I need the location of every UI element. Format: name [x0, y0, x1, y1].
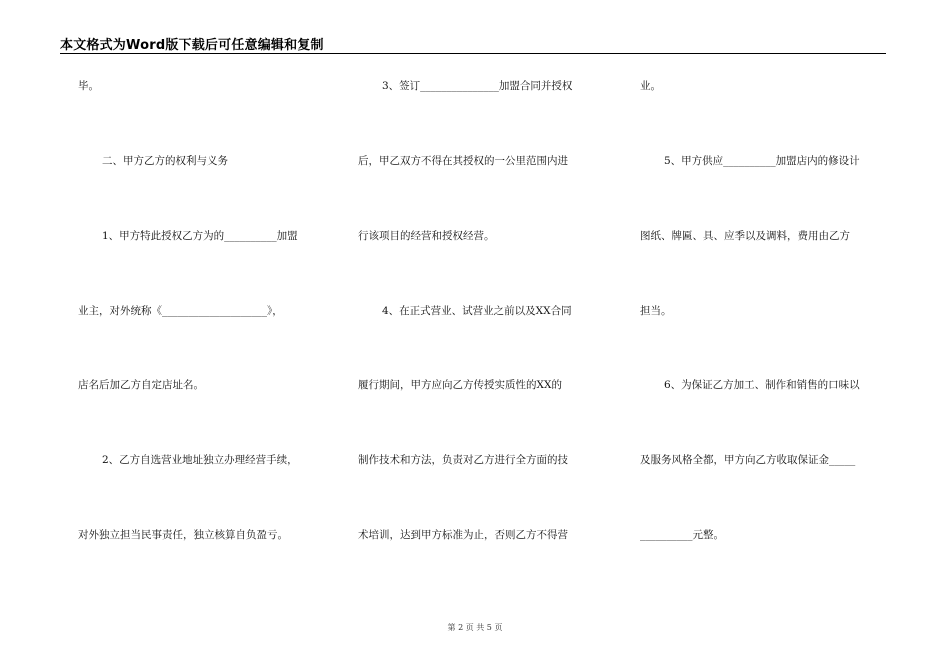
header-rule	[60, 53, 886, 54]
page-header-title: 本文格式为Word版下载后可任意编辑和复制	[60, 38, 324, 53]
text-line: 业。	[640, 80, 661, 92]
text-line: 对外独立担当民事责任，独立核算自负盈亏。	[78, 529, 288, 541]
text-line: 1、甲方特此授权乙方为的__________加盟	[102, 230, 298, 242]
text-line: 毕。	[78, 80, 99, 92]
text-line: 5、甲方供应__________加盟店内的修设计	[664, 155, 860, 167]
text-line: 术培训，达到甲方标准为止，否则乙方不得营	[358, 529, 568, 541]
text-line: 担当。	[640, 305, 672, 317]
page-number-footer: 第 2 页 共 5 页	[447, 623, 503, 632]
text-line: 4、在正式营业、试营业之前以及XX合同	[382, 305, 572, 317]
text-line: 行该项目的经营和授权经营。	[358, 230, 495, 242]
text-line: 2、乙方自选营业地址独立办理经营手续，	[102, 454, 298, 466]
text-line: 及服务风格全都，甲方向乙方收取保证金_____	[640, 454, 856, 466]
text-line: 6、为保证乙方加工、制作和销售的口味以	[664, 379, 860, 391]
text-line: 图纸、牌匾、具、应季以及调料，费用由乙方	[640, 230, 850, 242]
text-line: 业主，对外统称《____________________》，	[78, 305, 283, 317]
text-line: 店名后加乙方自定店址名。	[78, 379, 204, 391]
text-line: 3、签订_______________加盟合同并授权	[382, 80, 573, 92]
text-line: 后，甲乙双方不得在其授权的一公里范围内进	[358, 155, 568, 167]
text-line: __________元整。	[640, 529, 724, 541]
text-line: 二、甲方乙方的权利与义务	[102, 155, 228, 167]
text-line: 履行期间，甲方应向乙方传授实质性的XX的	[358, 379, 562, 391]
text-line: 制作技术和方法，负责对乙方进行全方面的技	[358, 454, 568, 466]
